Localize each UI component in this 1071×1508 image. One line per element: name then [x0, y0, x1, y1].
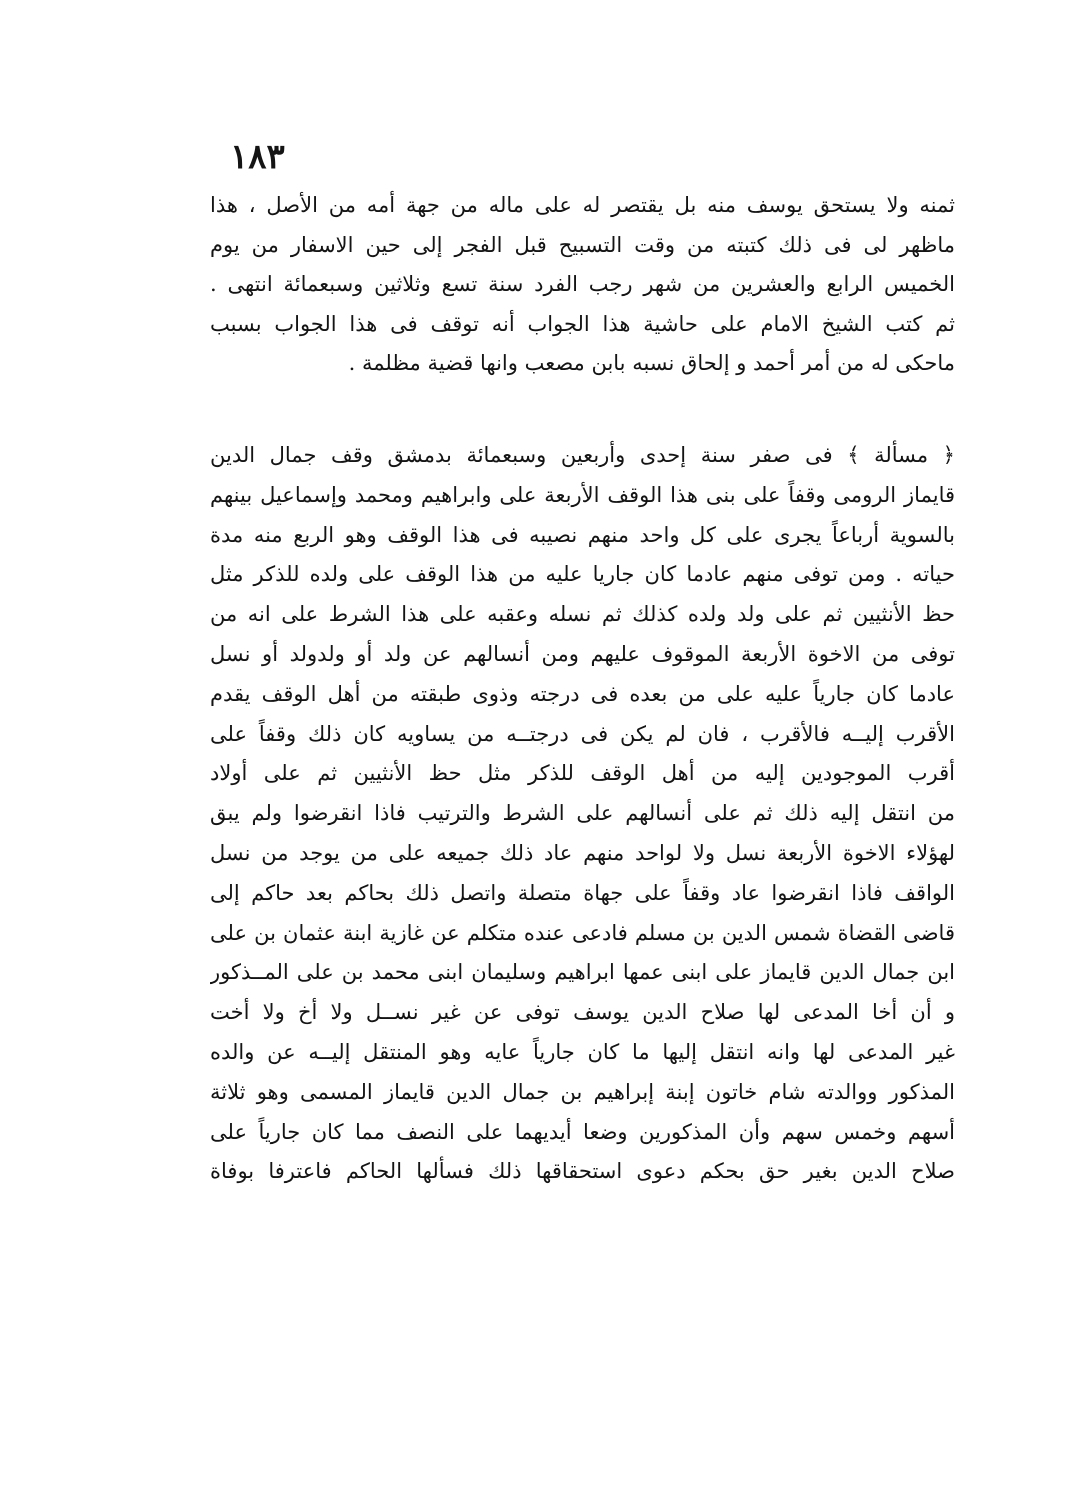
text-line: حظ الأنثيين ثم على ولد ولده كذلك ثم نسله وعقبه على هذا الشرط على انه من — [210, 602, 955, 627]
masala-heading-line: ﴿ مسألة ﴾ فى صفر سنة إحدى وأربعين وسبعمائة بدمشق وقف جمال الدين — [210, 443, 955, 467]
text-line: ماظهر لى فى ذلك كتبته من وقت التسبيح قبل الفجر إلى حين الاسفار من يوم — [210, 232, 955, 257]
text-line: صلاح الدين بغير حق بحكم دعوى استحقاقها ذلك فسألها الحاكم فاعترفا بوفاة — [210, 1159, 955, 1184]
text-line: بالسوية أرباعاً يجرى على كل واحد منهم نصيبه فى هذا الوقف وهو الربع منه مدة — [210, 522, 955, 547]
text-line: توفى من الاخوة الأربعة الموقوف عليهم ومن أنسالهم عن ولد أو ولدولد أو نسل — [210, 641, 955, 666]
text-line: ابن جمال الدين قايماز على ابنى عمها ابراهيم وسليمان ابنى محمد بن على المــذكور — [210, 960, 955, 985]
text-line: لهؤلاء الاخوة الأربعة نسل ولا لواحد منهم عاد ذلك جميعه على من يوجد من نسل — [210, 840, 955, 865]
text-line: الواقف فاذا انقرضوا عاد وقفاً على جهاة متصلة واتصل ذلك بحاكم بعد حاكم إلى — [210, 880, 955, 905]
text-line: غير المدعى لها وانه انتقل إليها ما كان جارياً عايه وهو المنتقل إليــه عن والده — [210, 1039, 955, 1064]
text-line: المذكور ووالدته شام خاتون إبنة إبراهيم بن جمال الدين قايماز المسمى وهو ثلاثة — [210, 1079, 955, 1104]
text-line: و أن أخا المدعى لها صلاح الدين يوسف توفى عن غير نســل ولا أخ ولا أخت — [210, 1000, 955, 1025]
text-line: عادما كان جارياً عليه على من بعده فى درجته وذوى طبقته من أهل الوقف يقدم — [210, 681, 955, 706]
text-line: قاضى القضاة شمس الدين بن مسلم فادعى عنده متكلم عن غازية ابنة عثمان بن على — [210, 920, 955, 945]
text-line: حياته . ومن توفى منهم عادما كان جاريا عليه من هذا الوقف على ولده للذكر مثل — [210, 562, 955, 587]
paragraph-2-masala — [210, 436, 955, 1192]
text-line: أسهم وخمس سهم وأن المذكورين وضعا أيديهما على النصف مما كان جارياً على — [210, 1119, 955, 1144]
text-line: قايماز الرومى وقفاً على بنى هذا الوقف الأربعة على وابراهيم ومحمد وإسماعيل بينهم — [210, 482, 955, 507]
paragraph-1 — [210, 186, 955, 384]
text-line: أقرب الموجودين إليه من أهل الوقف للذكر مثل حظ الأنثيين ثم على أولاد — [210, 761, 955, 786]
text-line: ماحكى له من أمر أحمد و إلحاق نسبه بابن مصعب وانها قضية مظلمة . — [348, 351, 955, 375]
page-number: ١٨٣ — [230, 137, 285, 177]
text-line: ثمنه ولا يستحق يوسف منه بل يقتصر له على ماله من جهة أمه من الأصل ، هذا — [210, 193, 955, 217]
text-line: من انتقل إليه ذلك ثم على أنسالهم على الشرط والترتيب فاذا انقرضوا ولم يبق — [210, 801, 955, 826]
text-line: الخميس الرابع والعشرين من شهر رجب الفرد سنة تسع وثلاثين وسبعمائة انتهى . — [210, 272, 955, 296]
text-line: الأقرب إليــه فالأقرب ، فان لم يكن فى درجتــه من يساويه كان ذلك وقفاً على — [210, 721, 955, 746]
text-line: ثم كتب الشيخ الامام على حاشية هذا الجواب أنه توقف فى هذا الجواب بسبب — [210, 311, 955, 336]
